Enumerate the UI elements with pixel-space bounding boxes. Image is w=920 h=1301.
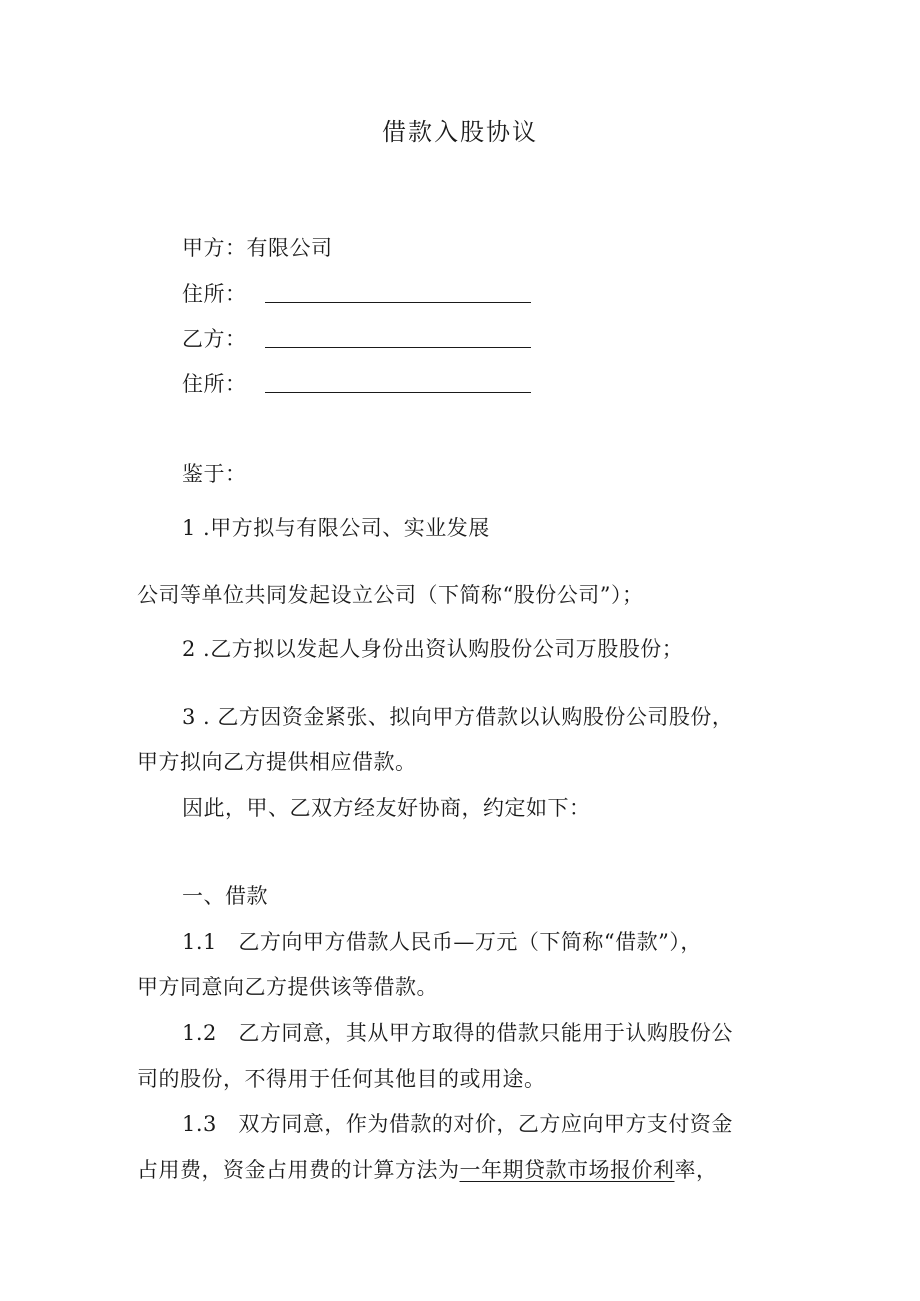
party-a-line [182,234,333,262]
clause-1-1-line-2: 甲方同意向乙方提供该等借款。 [137,975,438,999]
party-b-address-line [182,370,531,398]
whereas-item-3-line-1: 3 . 乙方因资金紧张、拟向甲方借款以认购股份公司股份， [182,705,734,729]
clause-1-2-line-1: 1.2 乙方同意，其从甲方取得的借款只能用于认购股份公 [182,1021,733,1045]
section-1-heading: 一、借款 [182,884,268,908]
whereas-heading: 鉴于： [182,462,247,486]
party-a-address-blank [265,301,531,303]
party-a-label: 甲方： [182,236,247,260]
clause-1-3-line-2 [137,1156,718,1184]
document-title: 借款入股协议 [382,118,538,146]
whereas-item-3-line-2: 甲方拟向乙方提供相应借款。 [137,750,417,774]
party-b-label: 乙方： [182,327,247,351]
clause-1-3-underlined-rate: 一年期贷款市场报价利 [459,1158,675,1182]
party-b-blank [265,346,531,348]
clause-1-2-line-2: 司的股份，不得用于任何其他目的或用途。 [137,1067,546,1091]
party-b-address-blank [265,391,531,393]
party-a-address-label: 住所： [182,282,247,306]
party-a-value: 有限公司 [246,236,333,260]
clause-1-3-text-pre: 占用费，资金占用费的计算方法为 [137,1158,460,1182]
whereas-item-1-line-2: 公司等单位共同发起设立公司（下简称“股份公司”）； [137,583,644,607]
whereas-item-2: 2 .乙方拟以发起人身份出资认购股份公司万股股份； [182,637,684,661]
therefore-paragraph: 因此，甲、乙双方经友好协商，约定如下： [182,796,591,820]
party-b-address-label: 住所： [182,372,247,396]
clause-1-3-line-1: 1.3 双方同意，作为借款的对价，乙方应向甲方支付资金 [182,1112,733,1136]
clause-1-3-text-post: 率， [674,1158,718,1182]
clause-1-1-line-1: 1.1 乙方向甲方借款人民币—万元（下简称“借款”）， [182,930,702,954]
whereas-item-1-line-1: 1 .甲方拟与有限公司、实业发展 [182,516,490,540]
party-a-address-line [182,280,531,308]
party-b-line [182,325,531,353]
